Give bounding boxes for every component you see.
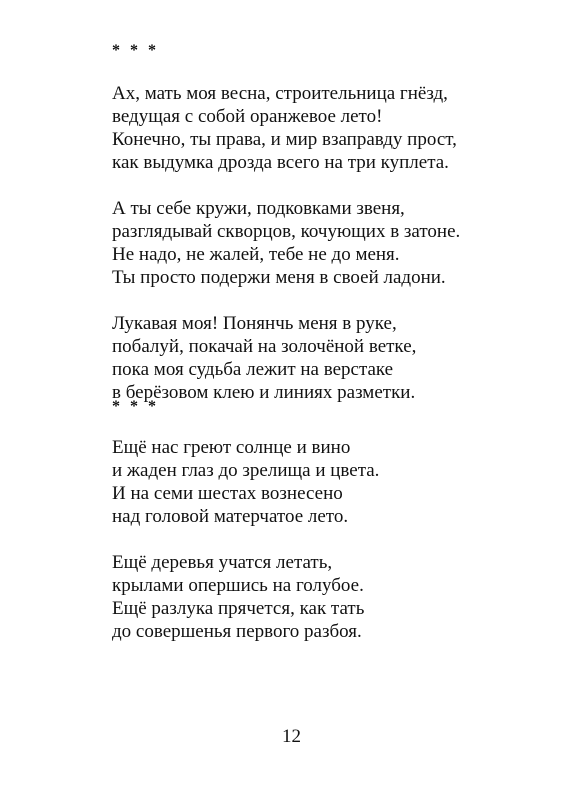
- stanza: [112, 312, 552, 404]
- verse-line: как выдумка дрозда всего на три куплета.: [112, 152, 449, 173]
- verse-line: и жаден глаз до зрелища и цвета.: [112, 460, 380, 481]
- verse-line: ведущая с собой оранжевое лето!: [112, 106, 383, 127]
- verse-line: Ты просто подержи меня в своей ладони.: [112, 267, 446, 288]
- verse-line: разглядывай скворцов, кочующих в затоне.: [112, 221, 461, 242]
- verse-line: до совершенья первого разбоя.: [112, 621, 362, 642]
- poem-1: [112, 42, 552, 427]
- verse-line: Ах, мать моя весна, строительница гнёзд,: [112, 83, 448, 104]
- verse-line: Не надо, не жалей, тебе не до меня.: [112, 244, 400, 265]
- verse-line: крылами опершись на голубое.: [112, 575, 364, 596]
- stanza: [112, 82, 552, 174]
- poem-separator: * * *: [112, 42, 159, 59]
- poem-2: [112, 398, 552, 666]
- verse-line: Лукавая моя! Понянчь меня в руке,: [112, 313, 397, 334]
- verse-line: побалуй, покачай на золочёной ветке,: [112, 336, 417, 357]
- verse-line: И на семи шестах вознесено: [112, 483, 343, 504]
- verse-line: Ещё нас греют солнце и вино: [112, 437, 351, 458]
- poem-separator: * * *: [112, 398, 159, 415]
- verse-line: пока моя судьба лежит на верстаке: [112, 359, 394, 380]
- stanza: [112, 197, 552, 289]
- stanza: [112, 551, 552, 643]
- verse-line: Ещё деревья учатся летать,: [112, 552, 333, 573]
- verse-line: Конечно, ты права, и мир взаправду прост,: [112, 129, 457, 150]
- verse-line: А ты себе кружи, подковками звеня,: [112, 198, 405, 219]
- stanza: [112, 436, 552, 528]
- verse-line: над головой матерчатое лето.: [112, 506, 349, 527]
- verse-line: Ещё разлука прячется, как тать: [112, 598, 365, 619]
- page-number: 12: [282, 726, 301, 747]
- verse-line: в берёзовом клею и линиях разметки.: [112, 382, 416, 403]
